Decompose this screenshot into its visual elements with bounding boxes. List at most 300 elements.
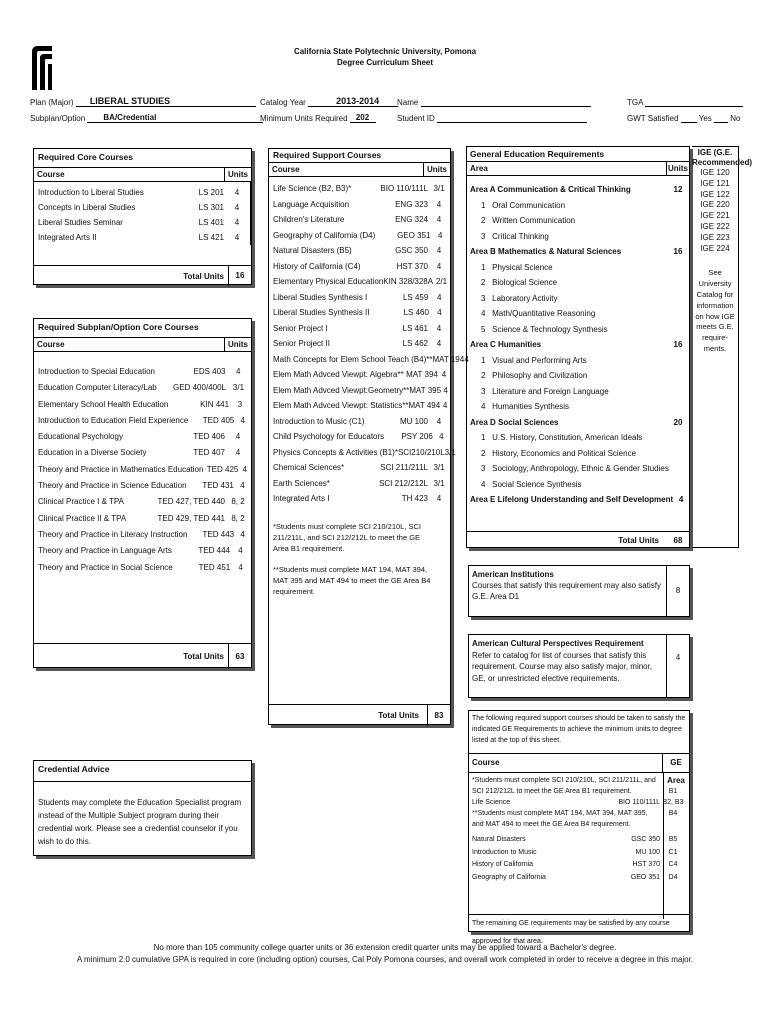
course-row [34,380,251,396]
ge-item-label: 1 Oral Communication [481,200,566,210]
course-name: Geography of California (D4) [273,230,376,240]
course-units: 4 [234,233,240,242]
core-total-value: 16 [228,266,251,286]
course-name: Concepts in Liberal Studies [38,203,136,212]
ge-rows [467,176,689,508]
course-row [269,398,450,414]
support-total-value: 83 [427,705,450,726]
ai-title: American Institutions [472,570,554,579]
course-row [34,200,250,215]
subplan-courses-box [33,318,252,668]
subplan-rows [34,352,251,576]
course-number: SCI 211/211L [380,463,428,472]
catalog-value: 2013-2014 [336,96,380,106]
course-number: TED 406 [193,432,225,442]
course-number: TED 427, TED 440 [157,497,225,507]
course-number: ENG 323 [395,199,428,209]
ge-support-num: HST 370 [632,861,660,868]
course-units: 3/1 [433,184,445,193]
course-name: Liberal Studies Synthesis I [273,292,368,302]
course-units: 3/1 [433,478,445,488]
course-row [34,429,251,445]
ai-units: 8 [666,566,689,616]
course-row [269,259,450,275]
ge-area-item [467,260,689,276]
course-units: 4 [235,448,241,458]
course-number: LS 462 [402,339,428,348]
course-row [34,445,251,461]
ge-support-num: MU 100 [635,848,660,856]
ge-support-area: D4 [668,873,678,881]
course-name: Elem Math Advced Viewpt: Algebra** [273,370,404,379]
course-number: EDS 403 [193,367,226,376]
course-name: Introduction to Special Education [38,367,155,376]
ai-text: Courses that satisfy this requirement may also satisfy G.E. Area D1 [472,581,661,601]
support-col-course: Course [272,165,300,174]
course-units: 2/1 [435,277,448,286]
gwt-no-label: No [730,114,741,123]
course-units: 8, 2 [231,513,245,523]
support-rows [269,177,469,507]
student-id-input[interactable] [437,113,587,123]
course-row [269,352,469,368]
course-row [269,181,450,197]
sheet-title: Degree Curriculum Sheet [336,58,434,67]
ge-support-b4-row [469,808,689,830]
acp-box [468,634,690,698]
course-number: TED 425 [206,464,239,474]
course-name: Chemical Sciences* [273,463,345,472]
course-row [269,476,450,492]
course-number: TH 423 [401,494,428,503]
course-number: LS 461 [402,323,428,333]
course-number: KIN 328/328A [383,277,434,286]
ige-course: IGE 221 [700,211,730,221]
ge-item-label: 1 U.S. History, Constitution, American Ideals [481,433,643,442]
course-number: LS 401 [198,218,224,227]
course-number: TED 405 [202,415,235,425]
course-row [269,445,456,461]
course-name: Elementary School Health Education [38,399,169,409]
subplan-header [34,337,251,352]
subplan-value: BA/Credential [103,113,157,122]
course-units: 4 [436,323,442,333]
tga-input[interactable] [645,97,743,107]
ige-title [692,147,753,168]
ige-course: IGE 120 [700,168,730,177]
course-row [34,543,251,559]
support-total-row [269,704,450,726]
course-units: 3 [237,399,243,409]
support-note-b4: **Students must complete MAT 194, MAT 394, MAT 395 and MAT 494 to meet the GE Area B4 requirement. [273,564,431,596]
course-row [269,290,450,306]
ge-area-row [467,244,689,260]
ge-area-item [467,198,689,214]
core-total-row [34,265,251,286]
b4-area: B4 [668,810,678,817]
subplan-title: Required Subplan/Option Core Courses [38,322,199,332]
course-name: Integrated Arts II [38,233,97,242]
course-number: SCI 212/212L [379,478,428,488]
course-units: 4 [238,546,243,556]
course-name: Clinical Practice I & TPA [38,497,124,507]
subplan-label: Subplan/Option [30,114,86,123]
course-row [269,243,450,259]
ge-item-label: 4 Social Science Synthesis [481,479,582,489]
gwt-no-input[interactable] [714,113,728,123]
ge-support-num: GEO 351 [630,873,660,881]
course-row [34,230,250,245]
ge-area-units: 16 [673,247,683,256]
ge-area-units: 20 [673,417,683,427]
ge-support-course: Introduction to Music [472,848,537,856]
ge-support-body [469,773,689,884]
ge-area-label: Area E Lifelong Understanding and Self Development [470,495,674,504]
subplan-total-value: 63 [228,644,251,669]
ge-support-row [469,847,689,860]
ge-support-intro: The following required support courses should be taken to satisfy the indicated GE Requirements to achieve the minimum units to degree listed at the top of this sheet. [472,715,686,744]
ge-area-item [467,477,689,493]
ge-area-label: Area A Communication & Critical Thinking [470,185,631,194]
ge-item-label: 4 Math/Quantitative Reasoning [481,309,596,318]
footer-line2: A minimum 2.0 cumulative GPA is required in core (including option) courses, Cal Poly Pomona courses, and overall work completed in order to receive a degree in this major. [76,955,694,964]
tga-field [627,97,743,107]
ige-course: IGE 222 [700,221,730,231]
ge-total-value: 68 [673,536,683,545]
b23-area: B2, B3 [662,799,684,806]
course-number: LS 201 [198,188,224,197]
ge-area-item [467,353,689,369]
course-row [34,185,250,200]
ge-support-course: History of California [472,861,534,868]
course-number: MAT 194 [432,354,465,364]
life-science-name: Life Science [472,799,511,806]
course-name: Education in a Diverse Society [38,448,147,458]
course-name: Theory and Practice in Literacy Instruction [38,529,188,539]
ge-support-area: C4 [668,861,678,868]
credential-advice-box [33,760,252,856]
course-units: 4 [436,215,442,224]
course-number: TED 431 [202,481,234,491]
ge-support-footer: The remaining GE requirements may be satisfied by any course approved for that area. [469,914,689,933]
min-units-field [260,113,376,123]
course-number: TED 407 [193,448,225,458]
course-row [34,413,251,429]
course-name: Senior Project II [273,339,330,348]
course-units: 4 [437,308,442,317]
course-row [269,491,450,507]
acp-units: 4 [666,635,689,697]
catalog-input[interactable] [308,97,398,107]
ge-area-label: Area B Mathematics & Natural Sciences [470,247,622,256]
course-row [269,414,450,430]
course-units: 4 [240,529,245,539]
course-name: Theory and Practice in Science Education [38,481,187,491]
course-name: Elem Math Advced Viewpt: Statistics** [273,401,409,410]
ge-item-label: 2 Biological Science [481,278,558,287]
course-name: Liberal Studies Seminar [38,218,123,227]
course-units: 4 [234,203,240,212]
ge-area-item [467,461,689,477]
core-courses-box [33,148,252,285]
ge-area-units: 16 [673,340,683,349]
course-name: Language Acquisition [273,199,350,209]
subplan-col-units: Units [224,338,251,351]
ge-area-label: Area D Social Sciences [470,417,559,427]
gwt-field [627,113,741,123]
course-row [34,494,251,510]
support-total-label: Total Units [378,711,419,720]
ge-area-item [467,368,689,384]
course-units: 4 [238,562,243,572]
course-name: Clinical Practice II & TPA [38,513,127,523]
course-number: MAT 494 [408,401,441,410]
course-units: 3/1 [433,463,445,472]
student-id-field [397,113,587,123]
course-number: ENG 324 [395,215,428,224]
ge-support-col-area: GE Area [662,754,689,772]
subplan-field [30,113,263,123]
ge-item-label: 1 Physical Science [481,262,553,272]
course-units: 4 [443,385,448,395]
ge-item-label: 4 Humanities Synthesis [481,402,570,411]
course-units: 4 [234,188,240,197]
ge-area-row [467,337,689,353]
course-name: Theory and Practice in Mathematics Education [38,464,204,474]
university-name: California State Polytechnic University, Pomona [293,47,477,56]
ge-support-header [469,753,689,785]
ge-area-row [467,415,689,431]
course-name: Introduction to Liberal Studies [38,188,144,197]
course-number: PSY 206 [401,432,433,441]
ge-item-label: 1 Visual and Performing Arts [481,355,587,365]
course-units: 4 [234,218,240,227]
ge-col-units: Units [668,164,688,173]
acp-text: Refer to catalog for list of courses that satisfy this requirement. Course may also satisfy major, minor, GE, or unrestricted elective requirements. [472,650,653,683]
course-number: TED 444 [198,546,230,556]
ige-column [692,146,753,548]
course-name: Natural Disasters (B5) [273,246,352,255]
ge-support-area: C1 [668,848,678,856]
credential-text: Students may complete the Education Specialist program instead of the Multiple Subject program during their credential work. Please see a credential counselor if you wish to do this. [38,798,242,846]
name-label: Name [397,98,419,107]
ge-area-label: Area C Humanities [470,340,542,349]
ige-course: IGE 220 [700,200,730,210]
course-row [34,364,251,380]
ge-support-area: B5 [668,836,678,843]
course-row [269,460,450,476]
ge-item-label: 3 Critical Thinking [481,231,549,241]
subplan-input[interactable] [87,113,263,123]
ge-item-label: 3 Literature and Foreign Language [481,386,609,396]
course-row [34,560,251,576]
ge-item-label: 2 History, Economics and Political Science [481,448,637,458]
name-input[interactable] [421,97,591,107]
course-row [269,305,450,321]
gwt-label: GWT Satisfied [627,114,679,123]
course-units: 8, 2 [231,497,245,507]
ge-area-units: 4 [678,495,684,504]
ge-area-item [467,322,689,338]
course-row [34,462,251,478]
ge-support-note-b4: **Students must complete MAT 194, MAT 394, MAT 395, and MAT 494 to meet the GE Area B4 requirement. [472,810,648,828]
course-units: 4 [240,415,245,425]
course-row [269,321,450,337]
ge-support-course: Geography of California [472,873,546,881]
catalog-year-field [260,97,398,107]
course-units: 4 [236,367,241,376]
course-number: LS 421 [198,233,224,242]
ge-support-row [469,872,689,885]
course-row [34,215,250,230]
course-number: MU 100 [399,416,428,426]
ge-area-item [467,275,689,291]
course-name: Children's Literature [273,215,345,224]
course-number: GEO 351 [397,230,431,240]
course-units: 3/1 [444,447,456,457]
student-id-label: Student ID [397,114,435,123]
course-units: 4 [441,370,447,379]
support-courses-box [268,148,469,725]
min-units-input[interactable] [350,113,376,123]
ge-item-label: 2 Written Communication [481,216,576,225]
ge-area-item [467,291,689,307]
course-name: Senior Project I [273,323,328,333]
course-number: HST 370 [396,261,428,271]
course-name: Liberal Studies Synthesis II [273,308,370,317]
course-name: Child Psychology for Educators [273,432,385,441]
course-units: 4 [436,246,442,255]
name-field [397,97,591,107]
course-row [34,478,251,494]
course-row [269,197,450,213]
support-note-b1: *Students must complete SCI 210/210L, SCI 211/211L, and SCI 212/212L to meet the GE Area B1 requirement. [273,521,421,553]
ge-total-label: Total Units [618,536,659,545]
course-row [34,527,251,543]
course-number: KIN 441 [200,399,230,409]
ge-area-row [467,492,689,508]
course-name: Math Concepts for Elem School Teach (B4)** [273,354,433,364]
course-name: Earth Sciences* [273,478,330,488]
course-number: MAT 395 [409,385,442,395]
course-number: BIO 110/111L [380,184,428,193]
ige-note: See University Catalog for information on how IGE meets G.E. require-ments. [695,268,735,353]
ige-course: IGE 223 [700,232,730,242]
course-units: 4 [240,481,245,491]
core-col-units: Units [224,168,251,181]
ge-area-item [467,430,689,446]
course-name: Life Science (B2, B3)* [273,184,352,193]
b1-area: B1 [668,788,678,795]
course-row [269,383,450,399]
course-name: Introduction to Music (C1) [273,416,365,426]
ge-box [466,146,690,548]
gwt-yes-input[interactable] [681,113,697,123]
ge-support-box [468,710,690,945]
course-number: LS 301 [198,203,224,212]
course-units: 4 [464,354,469,364]
ige-course: IGE 122 [700,189,730,199]
core-rows [34,182,251,245]
course-number: GED 400/400L [173,383,226,393]
ge-area-item [467,306,689,322]
ge-area-units: 12 [673,185,683,194]
ge-area-item [467,229,689,245]
ige-title-line2: Recommended) [692,158,753,167]
course-units: 4 [242,464,247,474]
ge-area-item [467,446,689,462]
course-name: Education Computer Literacy/Lab [38,383,157,393]
course-row [269,336,450,352]
course-name: Physics Concepts & Activities (B1)* [273,447,398,457]
ge-area-item [467,213,689,229]
course-row [269,212,450,228]
course-units: 4 [439,432,444,441]
ge-area-row [467,182,689,198]
ige-list [692,168,738,254]
core-col-course: Course [37,170,65,179]
catalog-label: Catalog Year [260,98,306,107]
course-number: TED 443 [202,529,235,539]
subplan-col-course: Course [37,340,65,349]
ge-support-divider [663,773,664,919]
ge-item-label: 2 Philosophy and Civilization [481,371,588,380]
course-row [269,274,450,290]
ge-support-num: GSC 350 [631,836,660,843]
course-units: 4 [436,261,442,271]
course-name: Introduction to Education Field Experience [38,415,189,425]
course-row [269,429,450,445]
course-number: TED 451 [198,562,231,572]
ige-course: IGE 121 [700,178,730,188]
core-total-label: Total Units [183,271,224,281]
course-row [269,367,450,383]
credential-title: Credential Advice [34,761,251,782]
tga-label: TGA [627,98,644,107]
plan-value: LIBERAL STUDIES [89,96,171,106]
plan-input[interactable] [76,97,256,107]
footer-line1: No more than 105 community college quarter units or 36 extension credit quarter units may be applied toward a Bachelor's degree. [153,943,617,952]
course-number: LS 459 [402,292,429,302]
course-units: 4 [437,230,443,240]
min-units-label: Minimum Units Required [260,114,348,123]
ge-support-note-b1: *Students must complete SCI 210/210L, SCI 211/211L, and SCI 212/212L to meet the GE Area B1 requirement. [472,777,656,795]
course-number: TED 429, TED 441 [157,513,225,523]
subplan-total-label: Total Units [183,652,224,661]
course-units: 4 [436,494,442,503]
course-units: 3/1 [232,383,245,393]
course-number: GSC 350 [395,246,428,255]
page-footer [0,942,770,966]
plan-label: Plan (Major) [30,98,74,107]
course-number: MAT 394 [406,370,438,379]
ge-support-col-course: Course [472,758,500,767]
course-name: Theory and Practice in Social Science [38,562,173,572]
ige-title-line1: IGE (G.E. [697,148,733,157]
ge-item-label: 3 Sociology, Anthropology, Ethnic & Gender Studies [481,464,669,473]
gwt-yes-label: Yes [698,114,712,123]
course-name: Educational Psychology [38,432,123,442]
ge-item-label: 3 Laboratory Activity [481,293,558,303]
ge-support-course: Natural Disasters [472,836,526,843]
life-science-num: BIO 110/111L [618,799,660,806]
course-row [34,511,251,527]
ge-header [467,161,689,176]
support-title: Required Support Courses [273,150,382,160]
course-name: History of California (C4) [273,261,361,271]
acp-title: American Cultural Perspectives Requirement [472,639,644,648]
ge-support-row [469,834,689,847]
